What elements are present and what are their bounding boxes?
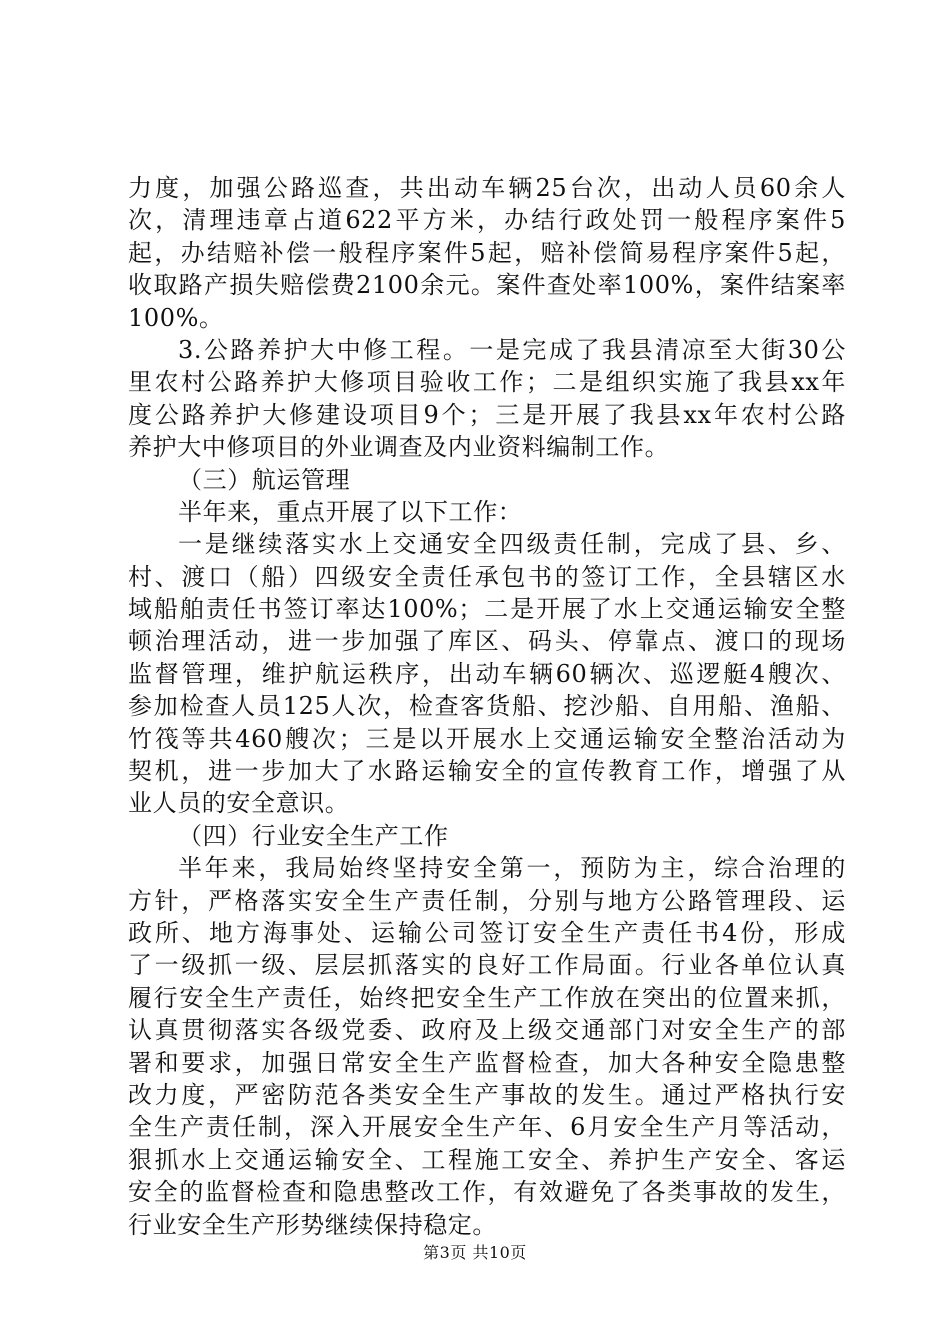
text-line: 里农村公路养护大修项目验收工作；二是组织实施了我县xx年 [128, 368, 846, 397]
page-number-footer: 第3页 共10页 [423, 1243, 527, 1262]
text-line: 方针，严格落实安全生产责任制，分别与地方公路管理段、运 [128, 886, 846, 915]
text-line: 政所、地方海事处、运输公司签订安全生产责任书4份，形成 [128, 918, 846, 947]
text-line: 次，清理违章占道622平方米，办结行政处罚一般程序案件5 [128, 206, 846, 235]
text-line: 起，办结赔补偿一般程序案件5起，赔补偿简易程序案件5起， [128, 238, 846, 267]
section-heading-safety: （四）行业安全生产工作 [178, 821, 449, 850]
paragraph-continuation [128, 172, 846, 334]
paragraph-safety-body [128, 852, 846, 1241]
text-line: 履行安全生产责任，始终把安全生产工作放在突出的位置来抓， [128, 983, 846, 1012]
text-line: 力度，加强公路巡查，共出动车辆25台次，出动人员60余人 [128, 174, 846, 202]
text-line: 顿治理活动，进一步加强了库区、码头、停靠点、渡口的现场 [128, 627, 846, 656]
text-line: 竹筏等共460艘次；三是以开展水上交通运输安全整治活动为 [128, 724, 846, 753]
text-line: 养护大中修项目的外业调查及内业资料编制工作。 [128, 433, 670, 462]
text-line: 认真贯彻落实各级党委、政府及上级交通部门对安全生产的部 [128, 1016, 846, 1045]
text-line: 改力度，严密防范各类安全生产事故的发生。通过严格执行安 [128, 1080, 846, 1109]
text-line: 村、渡口（船）四级安全责任承包书的签订工作，全县辖区水 [128, 562, 846, 591]
text-line: 安全的监督检查和隐患整改工作，有效避免了各类事故的发生， [128, 1178, 846, 1207]
text-line: 了一级抓一级、层层抓落实的良好工作局面。行业各单位认真 [128, 951, 846, 980]
text-line: 一是继续落实水上交通安全四级责任制，完成了县、乡、 [178, 530, 846, 559]
text-line: 半年来，我局始终坚持安全第一，预防为主，综合治理的 [178, 854, 846, 883]
text-line: 狠抓水上交通运输安全、工程施工安全、养护生产安全、客运 [128, 1145, 846, 1174]
text-line: 域船舶责任书签订率达100%；二是开展了水上交通运输安全整 [128, 595, 846, 624]
text-line: 业人员的安全意识。 [128, 789, 350, 818]
paragraph-road-maintenance [128, 334, 846, 464]
paragraph-shipping-body [128, 528, 846, 820]
text-line: 100%。 [128, 303, 224, 332]
text-line: 参加检查人员125人次，检查客货船、挖沙船、自用船、渔船、 [128, 692, 846, 721]
text-line: 行业安全生产形势继续保持稳定。 [128, 1210, 497, 1239]
paragraph-shipping-intro: 半年来，重点开展了以下工作： [178, 497, 523, 526]
text-line: 署和要求，加强日常安全生产监督检查，加大各种安全隐患整 [128, 1048, 846, 1077]
text-line: 收取路产损失赔偿费2100余元。案件查处率100%，案件结案率 [128, 271, 846, 300]
document-body [128, 172, 846, 1241]
section-heading-shipping: （三）航运管理 [178, 465, 351, 494]
text-line: 3.公路养护大中修工程。一是完成了我县清凉至大街30公 [178, 335, 846, 364]
text-line: 契机，进一步加大了水路运输安全的宣传教育工作，增强了从 [128, 757, 846, 786]
text-line: 度公路养护大修建设项目9个；三是开展了我县xx年农村公路 [128, 400, 846, 429]
text-line: 全生产责任制，深入开展安全生产年、6月安全生产月等活动， [128, 1113, 846, 1142]
text-line: 监督管理，维护航运秩序，出动车辆60辆次、巡逻艇4艘次、 [128, 659, 846, 688]
